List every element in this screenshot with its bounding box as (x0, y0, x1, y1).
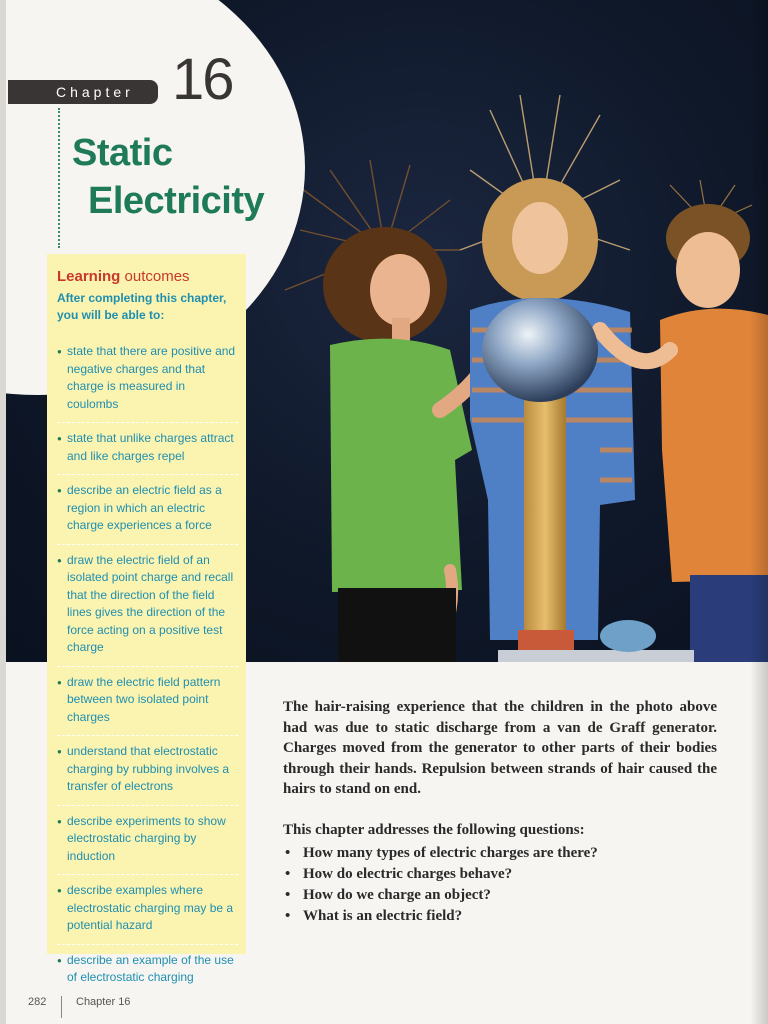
chapter-title-line-1: Static (72, 132, 173, 174)
outcome-item: ● state that there are positive and negative charges and that charge is measured in coulombs (57, 336, 238, 423)
question-item: • How do electric charges behave? (283, 864, 598, 885)
girl-left (285, 160, 490, 662)
chapter-label: Chapter (8, 80, 158, 104)
outcome-item: ● understand that electrostatic charging by rubbing involves a transfer of electrons (57, 736, 238, 806)
learning-outcomes-heading (57, 268, 238, 285)
question-item: • How many types of electric charges are there? (283, 843, 598, 864)
question-item: • How do we charge an object? (283, 885, 598, 906)
intro-paragraph: The hair-raising experience that the children in the photo above had was due to static discharge from a van de Graff generator. Charges moved from the generator to other parts of their bodies through their hands. Repulsion between strands of hair caused the hairs to stand on end. (283, 699, 717, 797)
page-number: 282 (28, 996, 47, 1008)
outcome-item: ● describe experiments to show electrostatic charging by induction (57, 806, 238, 876)
dotted-rule (58, 108, 60, 248)
learning-outcomes-panel (47, 254, 246, 984)
outcome-item: ● state that unlike charges attract and like charges repel (57, 423, 238, 475)
learning-outcomes-intro: After completing this chapter, you will be able to: (57, 291, 227, 322)
learning-outcomes-heading-rest: outcomes (124, 268, 190, 285)
outcome-item: ● draw the electric field pattern between two isolated point charges (57, 667, 238, 737)
outcome-item: ● draw the electric field of an isolated point charge and recall that the direction of the field lines gives the direction of the force acting on a positive test charge (57, 545, 238, 667)
questions-list (283, 843, 598, 927)
chapter-title-line-2: Electricity (88, 180, 265, 222)
learning-outcomes-list (57, 336, 238, 996)
page-gutter (0, 0, 6, 1024)
footer-chapter-label: Chapter 16 (76, 996, 131, 1008)
questions-intro: This chapter addresses the following questions: (283, 822, 585, 838)
outcome-item: ● describe examples where electrostatic charging may be a potential hazard (57, 875, 238, 945)
learning-outcomes-heading-bold: Learning (57, 268, 121, 285)
footer-divider (61, 996, 62, 1018)
scan-shadow (750, 0, 768, 1024)
outcome-item: ● describe an electric field as a region in which an electric charge experiences a force (57, 475, 238, 545)
chapter-number: 16 (172, 47, 233, 112)
question-item: • What is an electric field? (283, 906, 598, 927)
outcome-item: ● describe an example of the use of electrostatic charging (57, 945, 238, 996)
